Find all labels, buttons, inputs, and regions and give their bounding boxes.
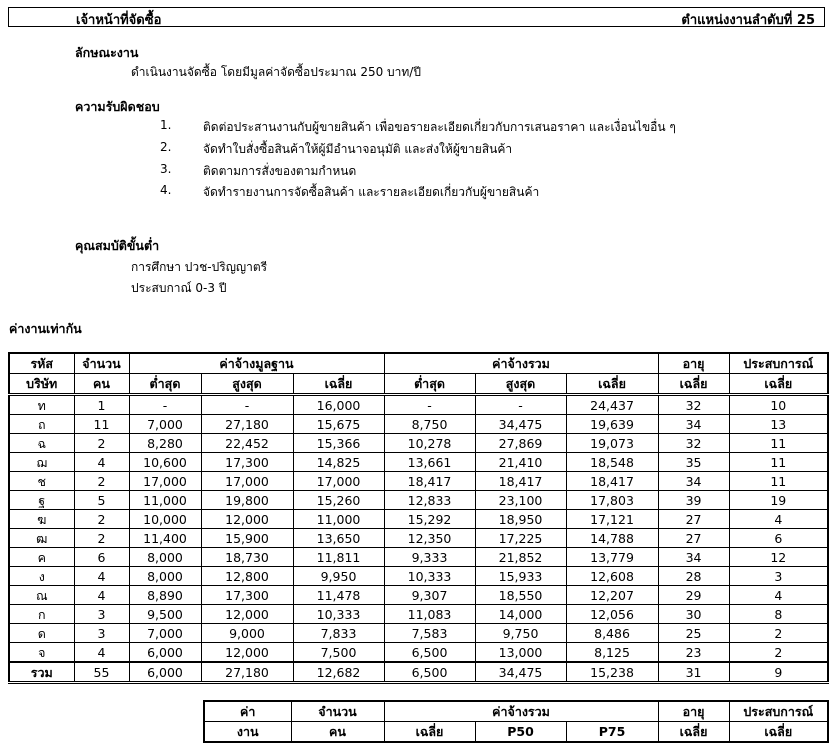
cell-company-code: ฐ [9, 491, 74, 510]
job-nature-text: ดำเนินงานจัดซื้อ โดยมีมูลค่าจัดซื้อประมาณ 250 บาท/ปี [131, 65, 421, 79]
cell-count: 3 [74, 605, 129, 624]
cell-company-code: ช [9, 472, 74, 491]
cell-base-min: 10,600 [129, 453, 201, 472]
cell-age-avg: 34 [658, 415, 729, 434]
cell-experience-avg: 8 [729, 605, 828, 624]
header-p75: P75 [566, 722, 658, 743]
position-title: เจ้าหน้าที่จัดซื้อ [76, 13, 162, 28]
cell-total-min: - [384, 395, 475, 415]
table-row [9, 643, 828, 663]
qualifications-heading: คุณสมบัติขั้นต่ำ [75, 238, 160, 253]
cell-base-avg: 15,366 [293, 434, 384, 453]
cell-experience-avg: 2 [729, 643, 828, 663]
cell-base-avg: 10,333 [293, 605, 384, 624]
cell-base-min: 11,400 [129, 529, 201, 548]
header-code: รหัส [9, 353, 74, 374]
cell-base-avg: 13,650 [293, 529, 384, 548]
cell-company-code: จ [9, 643, 74, 663]
cell-count: 4 [74, 643, 129, 663]
cell-total-max: 34,475 [475, 415, 566, 434]
total-total-avg: 15,238 [566, 662, 658, 683]
cell-base-avg: 9,950 [293, 567, 384, 586]
header-total-avg: เฉลี่ย [566, 374, 658, 395]
responsibility-text: ติดต่อประสานงานกับผู้ขายสินค้า เพื่อขอรายละเอียดเกี่ยวกับการเสนอราคา และเงื่อนไขอื่น ๆ [203, 120, 676, 134]
table-row [9, 510, 828, 529]
cell-base-max: 12,000 [201, 510, 293, 529]
cell-total-min: 10,333 [384, 567, 475, 586]
cell-total-avg: 18,548 [566, 453, 658, 472]
header-job: งาน [204, 722, 291, 743]
cell-age-avg: 27 [658, 510, 729, 529]
cell-base-avg: 17,000 [293, 472, 384, 491]
cell-count: 6 [74, 548, 129, 567]
cell-total-min: 10,278 [384, 434, 475, 453]
cell-age-avg: 39 [658, 491, 729, 510]
cell-company-code: ง [9, 567, 74, 586]
header-total-max: สูงสุด [475, 374, 566, 395]
header-age-avg: เฉลี่ย [658, 722, 729, 743]
cell-count: 11 [74, 415, 129, 434]
cell-total-max: 17,225 [475, 529, 566, 548]
experience-text: ประสบกาณ์ 0-3 ปี [131, 281, 227, 295]
cell-base-min: 11,000 [129, 491, 201, 510]
cell-age-avg: 34 [658, 472, 729, 491]
total-total-min: 6,500 [384, 662, 475, 683]
cell-base-min: 8,000 [129, 548, 201, 567]
total-base-max: 27,180 [201, 662, 293, 683]
table-row [9, 472, 828, 491]
salary-table [8, 352, 829, 684]
cell-base-max: 19,800 [201, 491, 293, 510]
cell-age-avg: 25 [658, 624, 729, 643]
cell-total-min: 15,292 [384, 510, 475, 529]
cell-experience-avg: 11 [729, 434, 828, 453]
cell-experience-avg: 13 [729, 415, 828, 434]
table-row [9, 567, 828, 586]
cell-base-min: 7,000 [129, 624, 201, 643]
cell-base-max: 22,452 [201, 434, 293, 453]
cell-total-avg: 12,608 [566, 567, 658, 586]
cell-base-max: 17,000 [201, 472, 293, 491]
header-people: คน [291, 722, 384, 743]
cell-company-code: ณ [9, 586, 74, 605]
cell-experience-avg: 4 [729, 510, 828, 529]
cell-count: 2 [74, 472, 129, 491]
table-row [9, 415, 828, 434]
cell-base-max: 12,800 [201, 567, 293, 586]
header-experience: ประสบการณ์ [729, 701, 828, 722]
header-avg: เฉลี่ย [384, 722, 475, 743]
responsibility-text: จัดทำใบสั่งซื้อสินค้าให้ผู้มีอำนาจอนุมัติ และส่งให้ผู้ขายสินค้า [203, 142, 513, 156]
table-row [9, 395, 828, 415]
header-experience-avg: เฉลี่ย [729, 374, 828, 395]
cell-age-avg: 30 [658, 605, 729, 624]
cell-base-max: 17,300 [201, 586, 293, 605]
cell-age-avg: 34 [658, 548, 729, 567]
equal-pay-heading: ค่างานเท่ากัน [9, 321, 82, 336]
cell-total-avg: 13,779 [566, 548, 658, 567]
cell-total-min: 12,350 [384, 529, 475, 548]
cell-total-min: 11,083 [384, 605, 475, 624]
cell-base-max: 12,000 [201, 605, 293, 624]
total-count: 55 [74, 662, 129, 683]
cell-count: 4 [74, 586, 129, 605]
cell-experience-avg: 10 [729, 395, 828, 415]
cell-total-avg: 19,073 [566, 434, 658, 453]
cell-total-max: 21,852 [475, 548, 566, 567]
header-row [204, 701, 828, 722]
cell-total-avg: 8,125 [566, 643, 658, 663]
cell-count: 4 [74, 567, 129, 586]
cell-company-code: ฉ [9, 434, 74, 453]
responsibility-text: ติดตามการสั่งของตามกำหนด [203, 164, 357, 178]
cell-total-max: 9,750 [475, 624, 566, 643]
cell-total-min: 9,333 [384, 548, 475, 567]
cell-company-code: ฌ [9, 453, 74, 472]
cell-count: 2 [74, 529, 129, 548]
salary-table-body [9, 395, 828, 683]
cell-count: 5 [74, 491, 129, 510]
cell-base-min: 10,000 [129, 510, 201, 529]
pay-percentile-table [203, 700, 829, 743]
cell-total-max: 18,417 [475, 472, 566, 491]
cell-base-min: 6,000 [129, 643, 201, 663]
cell-total-max: - [475, 395, 566, 415]
cell-base-max: 9,000 [201, 624, 293, 643]
cell-base-avg: 11,000 [293, 510, 384, 529]
cell-experience-avg: 19 [729, 491, 828, 510]
header-total-min: ต่ำสุด [384, 374, 475, 395]
cell-age-avg: 32 [658, 395, 729, 415]
header-age: อายุ [658, 701, 729, 722]
cell-company-code: ฒ [9, 529, 74, 548]
cell-total-min: 9,307 [384, 586, 475, 605]
cell-total-min: 8,750 [384, 415, 475, 434]
cell-experience-avg: 6 [729, 529, 828, 548]
cell-total-avg: 19,639 [566, 415, 658, 434]
responsibility-number: 2. [160, 140, 172, 154]
header-row [9, 374, 828, 395]
cell-base-max: 12,000 [201, 643, 293, 663]
responsibility-text: จัดทำรายงานการจัดซื้อสินค้า และรายละเอียดเกี่ยวกับผู้ขายสินค้า [203, 185, 540, 199]
cell-total-min: 7,583 [384, 624, 475, 643]
cell-total-avg: 17,803 [566, 491, 658, 510]
cell-age-avg: 29 [658, 586, 729, 605]
cell-total-max: 21,410 [475, 453, 566, 472]
cell-company-code: ด [9, 624, 74, 643]
header-experience-avg: เฉลี่ย [729, 722, 828, 743]
header-count: จำนวน [74, 353, 129, 374]
header-people: คน [74, 374, 129, 395]
cell-base-avg: 16,000 [293, 395, 384, 415]
table-row [9, 453, 828, 472]
cell-experience-avg: 11 [729, 453, 828, 472]
header-age-avg: เฉลี่ย [658, 374, 729, 395]
header-count: จำนวน [291, 701, 384, 722]
cell-base-max: 18,730 [201, 548, 293, 567]
cell-total-min: 6,500 [384, 643, 475, 663]
cell-total-avg: 14,788 [566, 529, 658, 548]
cell-base-min: - [129, 395, 201, 415]
cell-total-avg: 12,056 [566, 605, 658, 624]
table-row [9, 605, 828, 624]
cell-base-avg: 15,675 [293, 415, 384, 434]
header-base-avg: เฉลี่ย [293, 374, 384, 395]
education-text: การศึกษา ปวช-ปริญญาตรี [131, 260, 268, 274]
header-total-salary: ค่าจ้างรวม [384, 353, 658, 374]
cell-count: 3 [74, 624, 129, 643]
cell-base-min: 9,500 [129, 605, 201, 624]
cell-company-code: ค [9, 548, 74, 567]
cell-base-max: 27,180 [201, 415, 293, 434]
cell-experience-avg: 11 [729, 472, 828, 491]
cell-base-avg: 15,260 [293, 491, 384, 510]
total-company-code: รวม [9, 662, 74, 683]
cell-base-avg: 14,825 [293, 453, 384, 472]
cell-total-avg: 18,417 [566, 472, 658, 491]
total-row [9, 662, 828, 683]
header-base-min: ต่ำสุด [129, 374, 201, 395]
cell-experience-avg: 12 [729, 548, 828, 567]
cell-total-max: 15,933 [475, 567, 566, 586]
cell-base-max: 15,900 [201, 529, 293, 548]
responsibility-number: 4. [160, 183, 172, 197]
header-experience: ประสบการณ์ [729, 353, 828, 374]
cell-base-max: - [201, 395, 293, 415]
total-experience-avg: 9 [729, 662, 828, 683]
cell-company-code: ก [9, 605, 74, 624]
cell-total-max: 18,950 [475, 510, 566, 529]
position-rank: ตำแหน่งงานลำดับที่ 25 [681, 13, 815, 28]
table-row [9, 586, 828, 605]
header-company: บริษัท [9, 374, 74, 395]
header-job-value: ค่า [204, 701, 291, 722]
table-row [9, 529, 828, 548]
cell-count: 2 [74, 510, 129, 529]
responsibility-number: 1. [160, 118, 172, 132]
cell-base-min: 7,000 [129, 415, 201, 434]
table-row [9, 491, 828, 510]
total-base-avg: 12,682 [293, 662, 384, 683]
cell-total-avg: 12,207 [566, 586, 658, 605]
header-base-max: สูงสุด [201, 374, 293, 395]
cell-count: 4 [74, 453, 129, 472]
cell-total-max: 18,550 [475, 586, 566, 605]
cell-total-max: 14,000 [475, 605, 566, 624]
cell-age-avg: 23 [658, 643, 729, 663]
cell-experience-avg: 3 [729, 567, 828, 586]
total-total-max: 34,475 [475, 662, 566, 683]
table-row [9, 434, 828, 453]
cell-base-avg: 11,478 [293, 586, 384, 605]
cell-base-min: 8,890 [129, 586, 201, 605]
cell-company-code: ถ [9, 415, 74, 434]
cell-base-min: 17,000 [129, 472, 201, 491]
cell-experience-avg: 4 [729, 586, 828, 605]
cell-age-avg: 28 [658, 567, 729, 586]
job-nature-heading: ลักษณะงาน [75, 45, 139, 60]
header-total-salary: ค่าจ้างรวม [384, 701, 658, 722]
cell-experience-avg: 2 [729, 624, 828, 643]
cell-company-code: ฆ [9, 510, 74, 529]
cell-total-avg: 24,437 [566, 395, 658, 415]
header-row [204, 722, 828, 743]
cell-total-min: 12,833 [384, 491, 475, 510]
cell-total-avg: 8,486 [566, 624, 658, 643]
total-age-avg: 31 [658, 662, 729, 683]
cell-total-max: 27,869 [475, 434, 566, 453]
responsibilities-heading: ความรับผิดชอบ [75, 99, 160, 114]
cell-company-code: ท [9, 395, 74, 415]
cell-count: 1 [74, 395, 129, 415]
header-base-salary: ค่าจ้างมูลฐาน [129, 353, 384, 374]
cell-total-min: 13,661 [384, 453, 475, 472]
cell-age-avg: 35 [658, 453, 729, 472]
cell-age-avg: 27 [658, 529, 729, 548]
cell-base-min: 8,280 [129, 434, 201, 453]
cell-base-avg: 7,500 [293, 643, 384, 663]
cell-count: 2 [74, 434, 129, 453]
header-age: อายุ [658, 353, 729, 374]
cell-base-avg: 11,811 [293, 548, 384, 567]
header-row [9, 353, 828, 374]
table-row [9, 624, 828, 643]
cell-base-avg: 7,833 [293, 624, 384, 643]
cell-total-min: 18,417 [384, 472, 475, 491]
cell-total-avg: 17,121 [566, 510, 658, 529]
table-row [9, 548, 828, 567]
total-base-min: 6,000 [129, 662, 201, 683]
cell-base-max: 17,300 [201, 453, 293, 472]
header-p50: P50 [475, 722, 566, 743]
title-bar [8, 7, 825, 27]
cell-total-max: 23,100 [475, 491, 566, 510]
cell-total-max: 13,000 [475, 643, 566, 663]
responsibility-number: 3. [160, 162, 172, 176]
cell-age-avg: 32 [658, 434, 729, 453]
cell-base-min: 8,000 [129, 567, 201, 586]
